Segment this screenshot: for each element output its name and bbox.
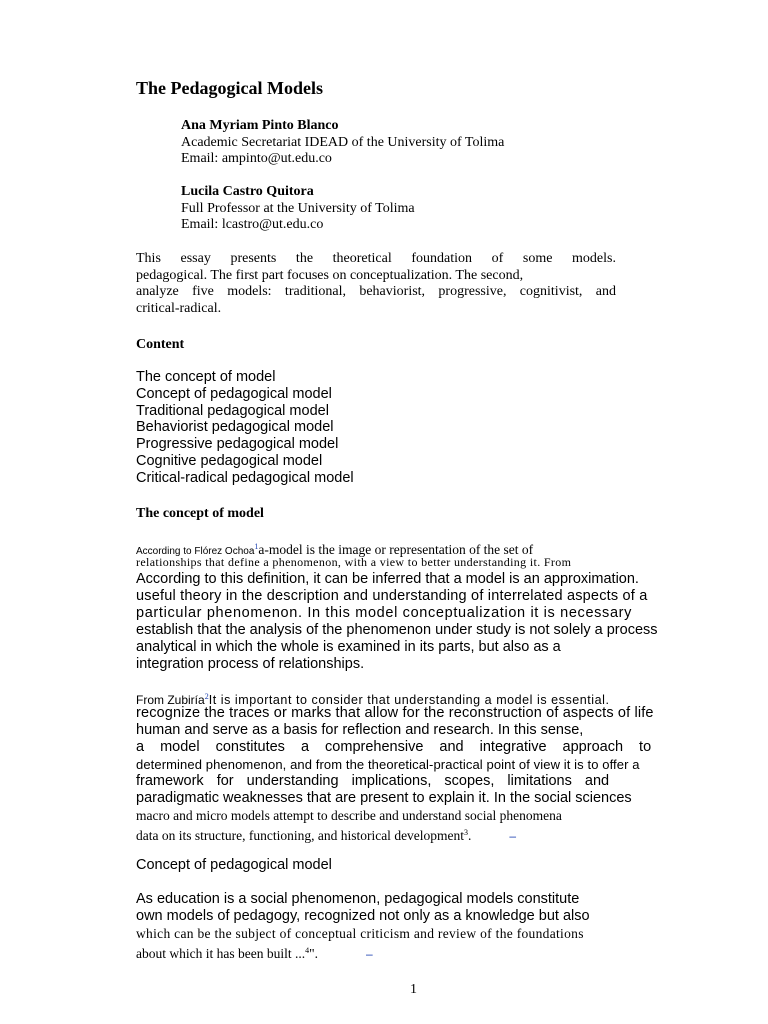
footnote-ref[interactable]: 3 xyxy=(464,828,469,837)
paragraph-text: about which it has been built ... xyxy=(136,946,306,961)
paragraph-line: relationships that define a phenomenon, with a view to better understanding it. From xyxy=(136,555,572,569)
toc-item: Traditional pedagogical model xyxy=(136,402,329,419)
toc-item: Critical-radical pedagogical model xyxy=(136,469,354,486)
paragraph-line: determined phenomenon, and from the theoretical-practical point of view it is to offer a xyxy=(136,757,640,772)
paragraph-line: paradigmatic weaknesses that are present to explain it. In the social sciences xyxy=(136,790,632,806)
section-heading-concept-of-model: The concept of model xyxy=(136,506,264,521)
paragraph-line: a model constitutes a comprehensive and integrative approach to xyxy=(136,739,652,755)
paragraph-line: As education is a social phenomenon, pedagogical models constitute xyxy=(136,891,580,907)
abstract-line: This essay presents the theoretical foundation of some models. xyxy=(136,251,616,266)
footnote-ref[interactable]: 1 xyxy=(254,542,259,551)
abstract xyxy=(136,251,616,317)
content-heading: Content xyxy=(136,337,185,352)
citation-text: According to Flórez Ochoa xyxy=(136,546,255,557)
author-affiliation: Full Professor at the University of Tolima xyxy=(181,200,415,216)
document-title: The Pedagogical Models xyxy=(136,78,323,98)
author-email: Email: lcastro@ut.edu.co xyxy=(181,217,324,232)
paragraph-line: human and serve as a basis for reflection and research. In this sense, xyxy=(136,722,584,738)
paragraph-line: analytical in which the whole is examined in its parts, but also as a xyxy=(136,639,561,655)
author-block-1 xyxy=(181,118,504,168)
paragraph-1 xyxy=(136,538,688,673)
paragraph-line: which can be the subject of conceptual criticism and review of the foundations xyxy=(136,926,584,941)
paragraph-text: It is important to consider that understanding a model is essential. xyxy=(208,693,610,707)
paragraph-text: ". xyxy=(309,946,318,961)
paragraph-line xyxy=(136,824,688,841)
paragraph-line: establish that the analysis of the phenomenon under study is not solely a process xyxy=(136,622,658,638)
author-name: Ana Myriam Pinto Blanco xyxy=(181,118,339,133)
paragraph-line: recognize the traces or marks that allow for the reconstruction of aspects of life xyxy=(136,705,654,721)
abstract-line: critical-radical. xyxy=(136,300,222,316)
page-number: 1 xyxy=(410,982,417,997)
paragraph-line xyxy=(136,942,688,959)
abstract-line: analyze five models: traditional, behaviorist, progressive, cognitivist, and xyxy=(136,284,616,299)
paragraph-2 xyxy=(136,688,688,841)
paragraph-line: macro and micro models attempt to describe and understand social phenomena xyxy=(136,808,562,823)
paragraph-text: . xyxy=(468,828,472,843)
footnote-link-dash[interactable]: – xyxy=(509,829,517,843)
paragraph-line: According to this definition, it can be inferred that a model is an approximation. xyxy=(136,571,639,587)
footnote-ref[interactable]: 4 xyxy=(305,946,310,955)
paragraph-text: data on its structure, functioning, and historical development xyxy=(136,828,465,843)
paragraph-line: integration process of relationships. xyxy=(136,656,365,672)
author-affiliation: Academic Secretariat IDEAD of the University of Tolima xyxy=(181,134,505,150)
section-heading-concept-of-pedagogical-model: Concept of pedagogical model xyxy=(136,857,332,873)
paragraph-line: own models of pedagogy, recognized not only as a knowledge but also xyxy=(136,908,590,924)
paragraph-3 xyxy=(136,891,688,959)
paragraph-line: useful theory in the description and understanding of interrelated aspects of a xyxy=(136,588,648,604)
abstract-line: pedagogical. The first part focuses on conceptualization. The second, xyxy=(136,267,524,283)
paragraph-text: a-model is the image or representation of the set of xyxy=(258,542,534,557)
author-email: Email: ampinto@ut.edu.co xyxy=(181,151,332,166)
citation-text: From Zubiría xyxy=(136,693,205,707)
footnote-link-dash[interactable]: – xyxy=(365,947,373,961)
toc-item: Progressive pedagogical model xyxy=(136,436,339,453)
toc-item: The concept of model xyxy=(136,369,276,385)
table-of-contents xyxy=(136,369,354,487)
toc-item: Concept of pedagogical model xyxy=(136,385,332,402)
paragraph-line xyxy=(136,538,688,555)
author-block-2 xyxy=(181,184,415,234)
footnote-ref[interactable]: 2 xyxy=(204,692,209,701)
toc-item: Cognitive pedagogical model xyxy=(136,452,323,469)
author-name: Lucila Castro Quitora xyxy=(181,184,314,199)
toc-item: Behaviorist pedagogical model xyxy=(136,419,334,436)
paragraph-line: framework for understanding implications, scopes, limitations and xyxy=(136,773,610,789)
paragraph-line: particular phenomenon. In this model conceptualization it is necessary xyxy=(136,605,633,621)
paragraph-line xyxy=(136,688,688,705)
